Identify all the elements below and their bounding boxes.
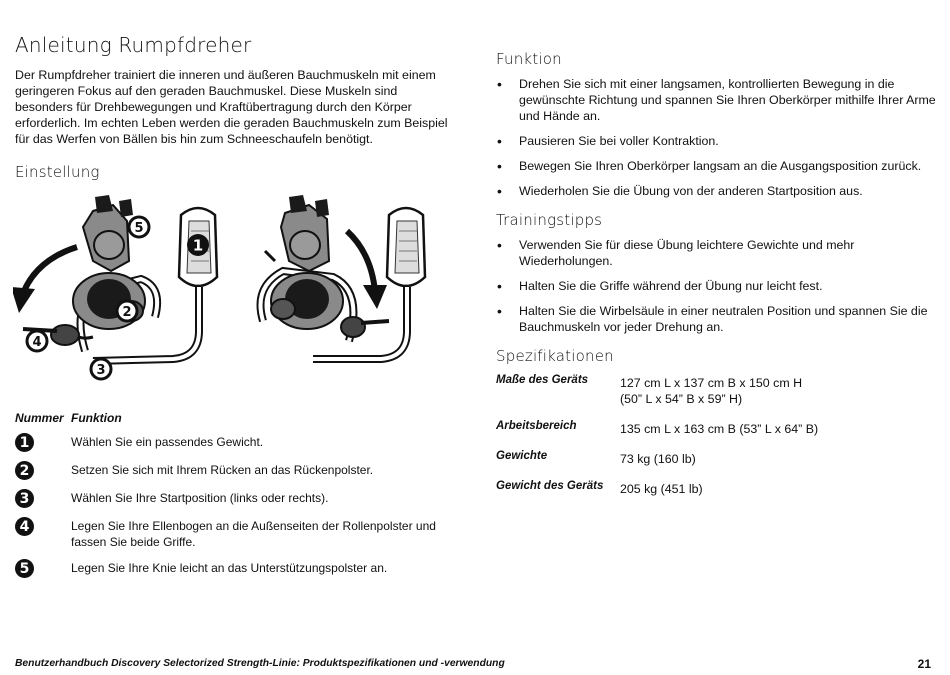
step-text: Wählen Sie Ihre Startposition (links oder rechts). [71, 491, 329, 505]
callout-4 [27, 331, 47, 351]
callout-2 [117, 301, 137, 321]
step-text: Legen Sie Ihre Ellenbogen an die Außenseiten der Rollenpolster und fassen Sie beide Griffe. [71, 519, 436, 549]
funktion-heading: Funktion [496, 50, 562, 68]
page-title: Anleitung Rumpfdreher [15, 33, 252, 57]
table-row [15, 489, 455, 508]
callout-1 [187, 234, 209, 256]
list-item: • Verwenden Sie für diese Übung leichtere Gewichte und mehr Wiederholungen. [496, 237, 936, 269]
step-number-badge: 2 [15, 461, 34, 480]
spec-value [620, 373, 802, 407]
table-row [15, 559, 455, 578]
intro-paragraph: Der Rumpfdreher trainiert die inneren und äußeren Bauchmuskeln mit einem geringeren Fokus auf den geraden Bauchmuskel. Diese Muskeln sind besonders für Drehbewegungen und Kraftübertragung durch den Körper erforderlich. Im echten Leben werden die geraden Bauchmuskeln zum Beispiel für das Werfen von Bällen bis hin zum Schneeschaufeln benötigt. [15, 68, 448, 146]
step-text: Wählen Sie ein passendes Gewicht. [71, 435, 264, 449]
spec-value-line: 127 cm L x 137 cm B x 150 cm H [620, 376, 803, 390]
machine-right [261, 195, 426, 359]
list-item: • Bewegen Sie Ihren Oberkörper langsam an die Ausgangsposition zurück. [496, 158, 936, 174]
step-number-badge: 1 [15, 433, 34, 452]
spezifikationen-section [496, 347, 936, 497]
list-item: • Drehen Sie sich mit einer langsamen, kontrollierten Bewegung in die gewünschte Richtung und spannen Sie Ihren Oberkörper mithilfe Ihrer Arme und Hände an. [496, 76, 936, 124]
page-number: 21 [917, 657, 931, 671]
step-number-badge: 4 [15, 517, 34, 536]
funktion-section [496, 50, 936, 199]
col-nummer: Nummer [15, 411, 64, 425]
machine-diagram [13, 191, 453, 397]
spec-label: Arbeitsbereich [496, 420, 577, 432]
spec-label: Gewicht des Geräts [496, 480, 604, 492]
einstellung-heading: Einstellung [15, 163, 100, 181]
spec-value [620, 449, 696, 467]
spec-value [620, 479, 703, 497]
col-funktion: Funktion [71, 411, 122, 425]
spec-value-line: 135 cm L x 163 cm B (53” L x 64” B) [620, 422, 819, 436]
svg-text:5: 5 [134, 221, 144, 236]
svg-text:3: 3 [96, 363, 106, 378]
spec-row [496, 373, 936, 407]
spec-value-line: 205 kg (451 lb) [620, 482, 703, 496]
spec-row [496, 479, 936, 497]
list-item: • Wiederholen Sie die Übung von der anderen Startposition aus. [496, 183, 936, 199]
setup-table-header [15, 411, 455, 425]
spec-row [496, 449, 936, 467]
svg-text:1: 1 [192, 236, 204, 255]
step-number-badge: 5 [15, 559, 34, 578]
spec-value [620, 419, 818, 437]
table-row [15, 433, 455, 452]
step-text: Legen Sie Ihre Knie leicht an das Unterstützungspolster an. [71, 561, 388, 575]
spec-row [496, 419, 936, 437]
left-column [15, 33, 455, 587]
spezifikationen-heading: Spezifikationen [496, 347, 614, 365]
table-row [15, 517, 455, 550]
right-column [496, 50, 936, 509]
step-text: Setzen Sie sich mit Ihrem Rücken an das Rückenpolster. [71, 463, 374, 477]
footer-title: Benutzerhandbuch Discovery Selectorized Strength-Linie: Produktspezifikationen und -verwendung [15, 658, 505, 669]
setup-table [15, 411, 455, 578]
trainingstipps-heading: Trainingstipps [496, 211, 603, 229]
spec-label: Gewichte [496, 450, 548, 462]
table-row [15, 461, 455, 480]
spec-value-line: 73 kg (160 lb) [620, 452, 696, 466]
list-item: • Halten Sie die Griffe während der Übung nur leicht fest. [496, 278, 936, 294]
svg-text:2: 2 [122, 305, 132, 320]
spec-label: Maße des Geräts [496, 374, 589, 386]
svg-text:4: 4 [32, 335, 42, 350]
list-item: • Halten Sie die Wirbelsäule in einer neutralen Position und spannen Sie die Bauchmuskeln vor jeder Drehung an. [496, 303, 936, 335]
machine-left [13, 195, 217, 379]
callout-5 [129, 217, 149, 237]
callout-3 [91, 359, 111, 379]
trainingstipps-section [496, 211, 936, 335]
spec-value-line: (50” L x 54” B x 59” H) [620, 392, 743, 406]
list-item: • Pausieren Sie bei voller Kontraktion. [496, 133, 936, 149]
setup-illustration [15, 191, 455, 397]
step-number-badge: 3 [15, 489, 34, 508]
